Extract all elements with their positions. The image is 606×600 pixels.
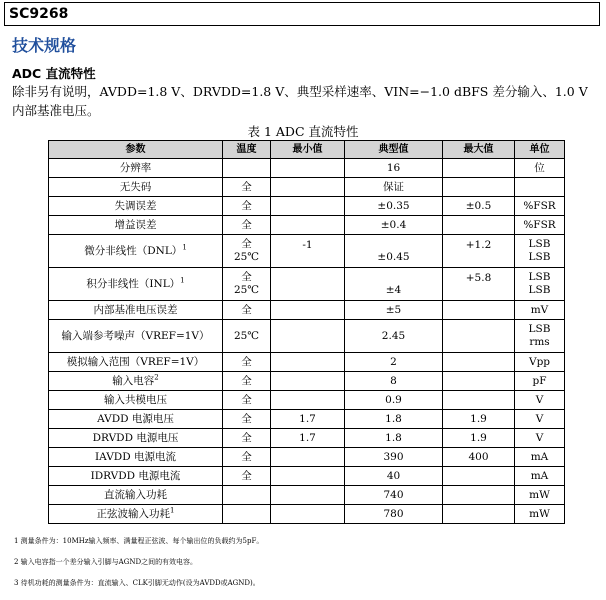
cell-min [271,216,345,235]
cell-param [49,391,223,410]
cell-max [443,216,515,235]
header-bar [4,2,600,26]
cell-param [49,235,223,268]
max-value: ±0.5 [465,199,492,212]
cell-max [443,159,515,178]
cell-min [271,353,345,372]
cell-typ [345,486,443,505]
cell-unit [515,301,565,320]
header-param: 参数 [49,141,223,159]
unit-value: Vpp [528,355,551,368]
section-title: 技术规格 [12,36,77,55]
table-row [49,216,565,235]
min-value: -1 [302,238,313,251]
table-row [49,197,565,216]
cell-typ [345,159,443,178]
cell-temp [223,486,271,505]
cell-temp [223,353,271,372]
typ-value: ±4 [385,283,402,296]
cell-unit [515,486,565,505]
typ-value: 0.9 [385,393,402,406]
param-label: 输入电容 [112,374,155,387]
temp-value: 全 [241,180,252,193]
product-name: SC9268 [9,6,69,22]
cell-min [271,486,345,505]
cell-typ [345,197,443,216]
cell-min [271,159,345,178]
cell-min [271,301,345,320]
cell-unit [515,197,565,216]
temp-value: 全 [241,218,252,231]
cell-typ [345,320,443,353]
table-row [49,391,565,410]
param-label: 微分非线性（DNL） [84,244,183,257]
footnote-ref: 2 [154,373,159,381]
cell-unit [515,159,565,178]
table-row [49,301,565,320]
cell-typ [345,216,443,235]
unit-value: mA [530,450,549,463]
table-header-row [49,141,565,159]
param-label: 内部基准电压误差 [93,303,178,316]
temp-value: 全 [241,412,252,425]
cell-typ [345,235,443,268]
cell-min [271,391,345,410]
cell-max [443,235,515,268]
max-value: +5.8 [465,271,492,284]
unit-value: mV [530,303,549,316]
unit-value: %FSR [523,218,556,231]
cell-typ [345,372,443,391]
cell-min [271,178,345,197]
cell-param [49,467,223,486]
cell-max [443,320,515,353]
typ-value: 保证 [383,180,404,193]
cell-param [49,178,223,197]
cell-typ [345,467,443,486]
unit-value-2: LSB [528,251,551,263]
temp-value: 全 [241,450,252,463]
cell-typ [345,268,443,301]
footnotes [14,536,594,599]
cell-unit [515,448,565,467]
cell-typ [345,353,443,372]
temp-value: 全 [241,238,252,250]
table-row [49,353,565,372]
typ-value: 40 [386,469,401,482]
max-value: 400 [468,450,489,463]
typ-value: 780 [383,507,404,520]
footnote-ref: 1 [180,276,185,284]
cell-min [271,429,345,448]
unit-value: mW [529,507,550,520]
footnote: 1 测量条件为：10MHz输入频率、满量程正弦波、每个输出位的负载约为5pF。 [14,537,264,545]
cell-param [49,197,223,216]
cell-temp [223,410,271,429]
max-value: 1.9 [470,412,487,425]
cell-unit [515,410,565,429]
cell-min [271,505,345,524]
param-label: IDRVDD 电源电流 [90,469,181,482]
cell-temp [223,178,271,197]
min-value: 1.7 [299,431,316,444]
header-max: 最大值 [443,141,515,159]
table-row [49,320,565,353]
typ-value: 2 [390,355,397,368]
cell-max [443,353,515,372]
unit-value: LSB [528,271,551,283]
max-value: 1.9 [470,431,487,444]
cell-max [443,410,515,429]
cell-param [49,505,223,524]
typ-value: 1.8 [385,431,402,444]
cell-unit [515,391,565,410]
cell-temp [223,216,271,235]
cell-temp [223,159,271,178]
cell-unit [515,429,565,448]
cell-max [443,429,515,448]
cell-max [443,197,515,216]
cell-min [271,320,345,353]
cell-max [443,301,515,320]
unit-value: V [535,412,544,425]
min-value: 1.7 [299,412,316,425]
table-row [49,429,565,448]
cell-temp [223,467,271,486]
table-row [49,268,565,301]
typ-value: 390 [383,450,404,463]
param-label: AVDD 电源电压 [97,412,174,425]
typ-value: 2.45 [381,329,406,342]
unit-value: mA [530,469,549,482]
typ-value: 16 [386,161,401,174]
header-unit: 单位 [515,141,565,159]
temp-value-2: 25℃ [233,284,260,296]
unit-value: LSB [528,238,551,250]
cell-param [49,410,223,429]
param-label: 失调误差 [114,199,157,212]
temp-value: 全 [241,199,252,212]
unit-value-2: rms [529,336,550,348]
cell-max [443,467,515,486]
cell-max [443,486,515,505]
unit-value: pF [532,374,547,387]
param-label: 无失码 [119,180,152,193]
cell-param [49,372,223,391]
cell-min [271,467,345,486]
cell-typ [345,429,443,448]
cell-temp [223,505,271,524]
unit-value: mW [529,488,550,501]
cell-max [443,178,515,197]
typ-value: ±5 [385,303,402,316]
param-label: 模拟输入范围（VREF=1V） [66,355,205,368]
cell-param [49,320,223,353]
cell-unit [515,320,565,353]
cell-temp [223,391,271,410]
cell-max [443,391,515,410]
param-label: DRVDD 电源电压 [92,431,179,444]
temp-value: 25℃ [233,329,260,342]
cell-unit [515,372,565,391]
cell-typ [345,301,443,320]
unit-value: V [535,431,544,444]
cell-min [271,410,345,429]
cell-param [49,301,223,320]
cell-unit [515,216,565,235]
param-label: 输入共模电压 [104,393,167,406]
cell-unit [515,178,565,197]
footnote-ref: 1 [170,506,175,514]
unit-value: LSB [528,323,551,335]
cell-max [443,505,515,524]
table-row [49,235,565,268]
cell-typ [345,448,443,467]
sub-title: ADC 直流特性 [12,66,96,81]
cell-typ [345,178,443,197]
typ-value: ±0.35 [377,199,410,212]
cell-unit [515,467,565,486]
cell-min [271,372,345,391]
unit-value: 位 [534,161,545,174]
cell-temp [223,448,271,467]
temp-value-2: 25℃ [233,251,260,263]
cell-unit [515,235,565,268]
max-value: +1.2 [465,238,492,251]
param-label: 输入端参考噪声（VREF=1V） [61,329,210,342]
param-label: 增益误差 [114,218,157,231]
table-body [49,159,565,524]
cell-max [443,448,515,467]
cell-param [49,448,223,467]
footnote: 3 待机功耗的测量条件为：直流输入、CLK引脚无动作(设为AVDD或AGND)。 [14,579,260,587]
cell-param [49,268,223,301]
cell-max [443,372,515,391]
cell-temp [223,320,271,353]
typ-value: 8 [390,374,397,387]
cell-min [271,197,345,216]
cell-param [49,159,223,178]
cell-typ [345,391,443,410]
unit-value: V [535,393,544,406]
cell-temp [223,301,271,320]
temp-value: 全 [241,374,252,387]
temp-value: 全 [241,271,252,283]
cell-unit [515,353,565,372]
typ-value: 1.8 [385,412,402,425]
temp-value: 全 [241,469,252,482]
typ-value: ±0.4 [380,218,407,231]
header-typ: 典型值 [345,141,443,159]
temp-value: 全 [241,393,252,406]
cell-typ [345,505,443,524]
header-min: 最小值 [271,141,345,159]
cell-temp [223,235,271,268]
cell-temp [223,429,271,448]
cell-temp [223,372,271,391]
param-label: 积分非线性（INL） [86,277,181,290]
adc-dc-spec-table [48,140,565,524]
cell-max [443,268,515,301]
cell-param [49,216,223,235]
table-row [49,467,565,486]
cell-param [49,486,223,505]
footnote: 2 输入电容指一个差分输入引脚与AGND之间的有效电容。 [14,558,198,566]
typ-value: ±0.45 [377,250,410,263]
cell-typ [345,410,443,429]
cell-min [271,235,345,268]
cell-param [49,353,223,372]
typ-value: 740 [383,488,404,501]
cell-min [271,448,345,467]
param-label: IAVDD 电源电流 [95,450,176,463]
temp-value: 全 [241,431,252,444]
table-caption: 表 1 ADC 直流特性 [247,124,359,139]
table-row [49,448,565,467]
table-row [49,505,565,524]
temp-value: 全 [241,355,252,368]
cell-unit [515,268,565,301]
param-label: 正弦波输入功耗 [96,507,171,520]
temp-value: 全 [241,303,252,316]
cell-temp [223,268,271,301]
cell-param [49,429,223,448]
unit-value: %FSR [523,199,556,212]
cell-min [271,268,345,301]
table-row [49,486,565,505]
unit-value-2: LSB [528,284,551,296]
cell-temp [223,197,271,216]
footnote-ref: 1 [182,243,187,251]
param-label: 分辨率 [119,161,152,174]
table-row [49,159,565,178]
param-label: 直流输入功耗 [104,488,167,501]
table-row [49,410,565,429]
intro-paragraph: 除非另有说明，AVDD=1.8 V、DRVDD=1.8 V、典型采样速率、VIN=−1.0 dBFS 差分输入、1.0 V 内部基准电压。 [12,84,588,118]
table-row [49,372,565,391]
header-temp: 温度 [223,141,271,159]
table-row [49,178,565,197]
cell-unit [515,505,565,524]
